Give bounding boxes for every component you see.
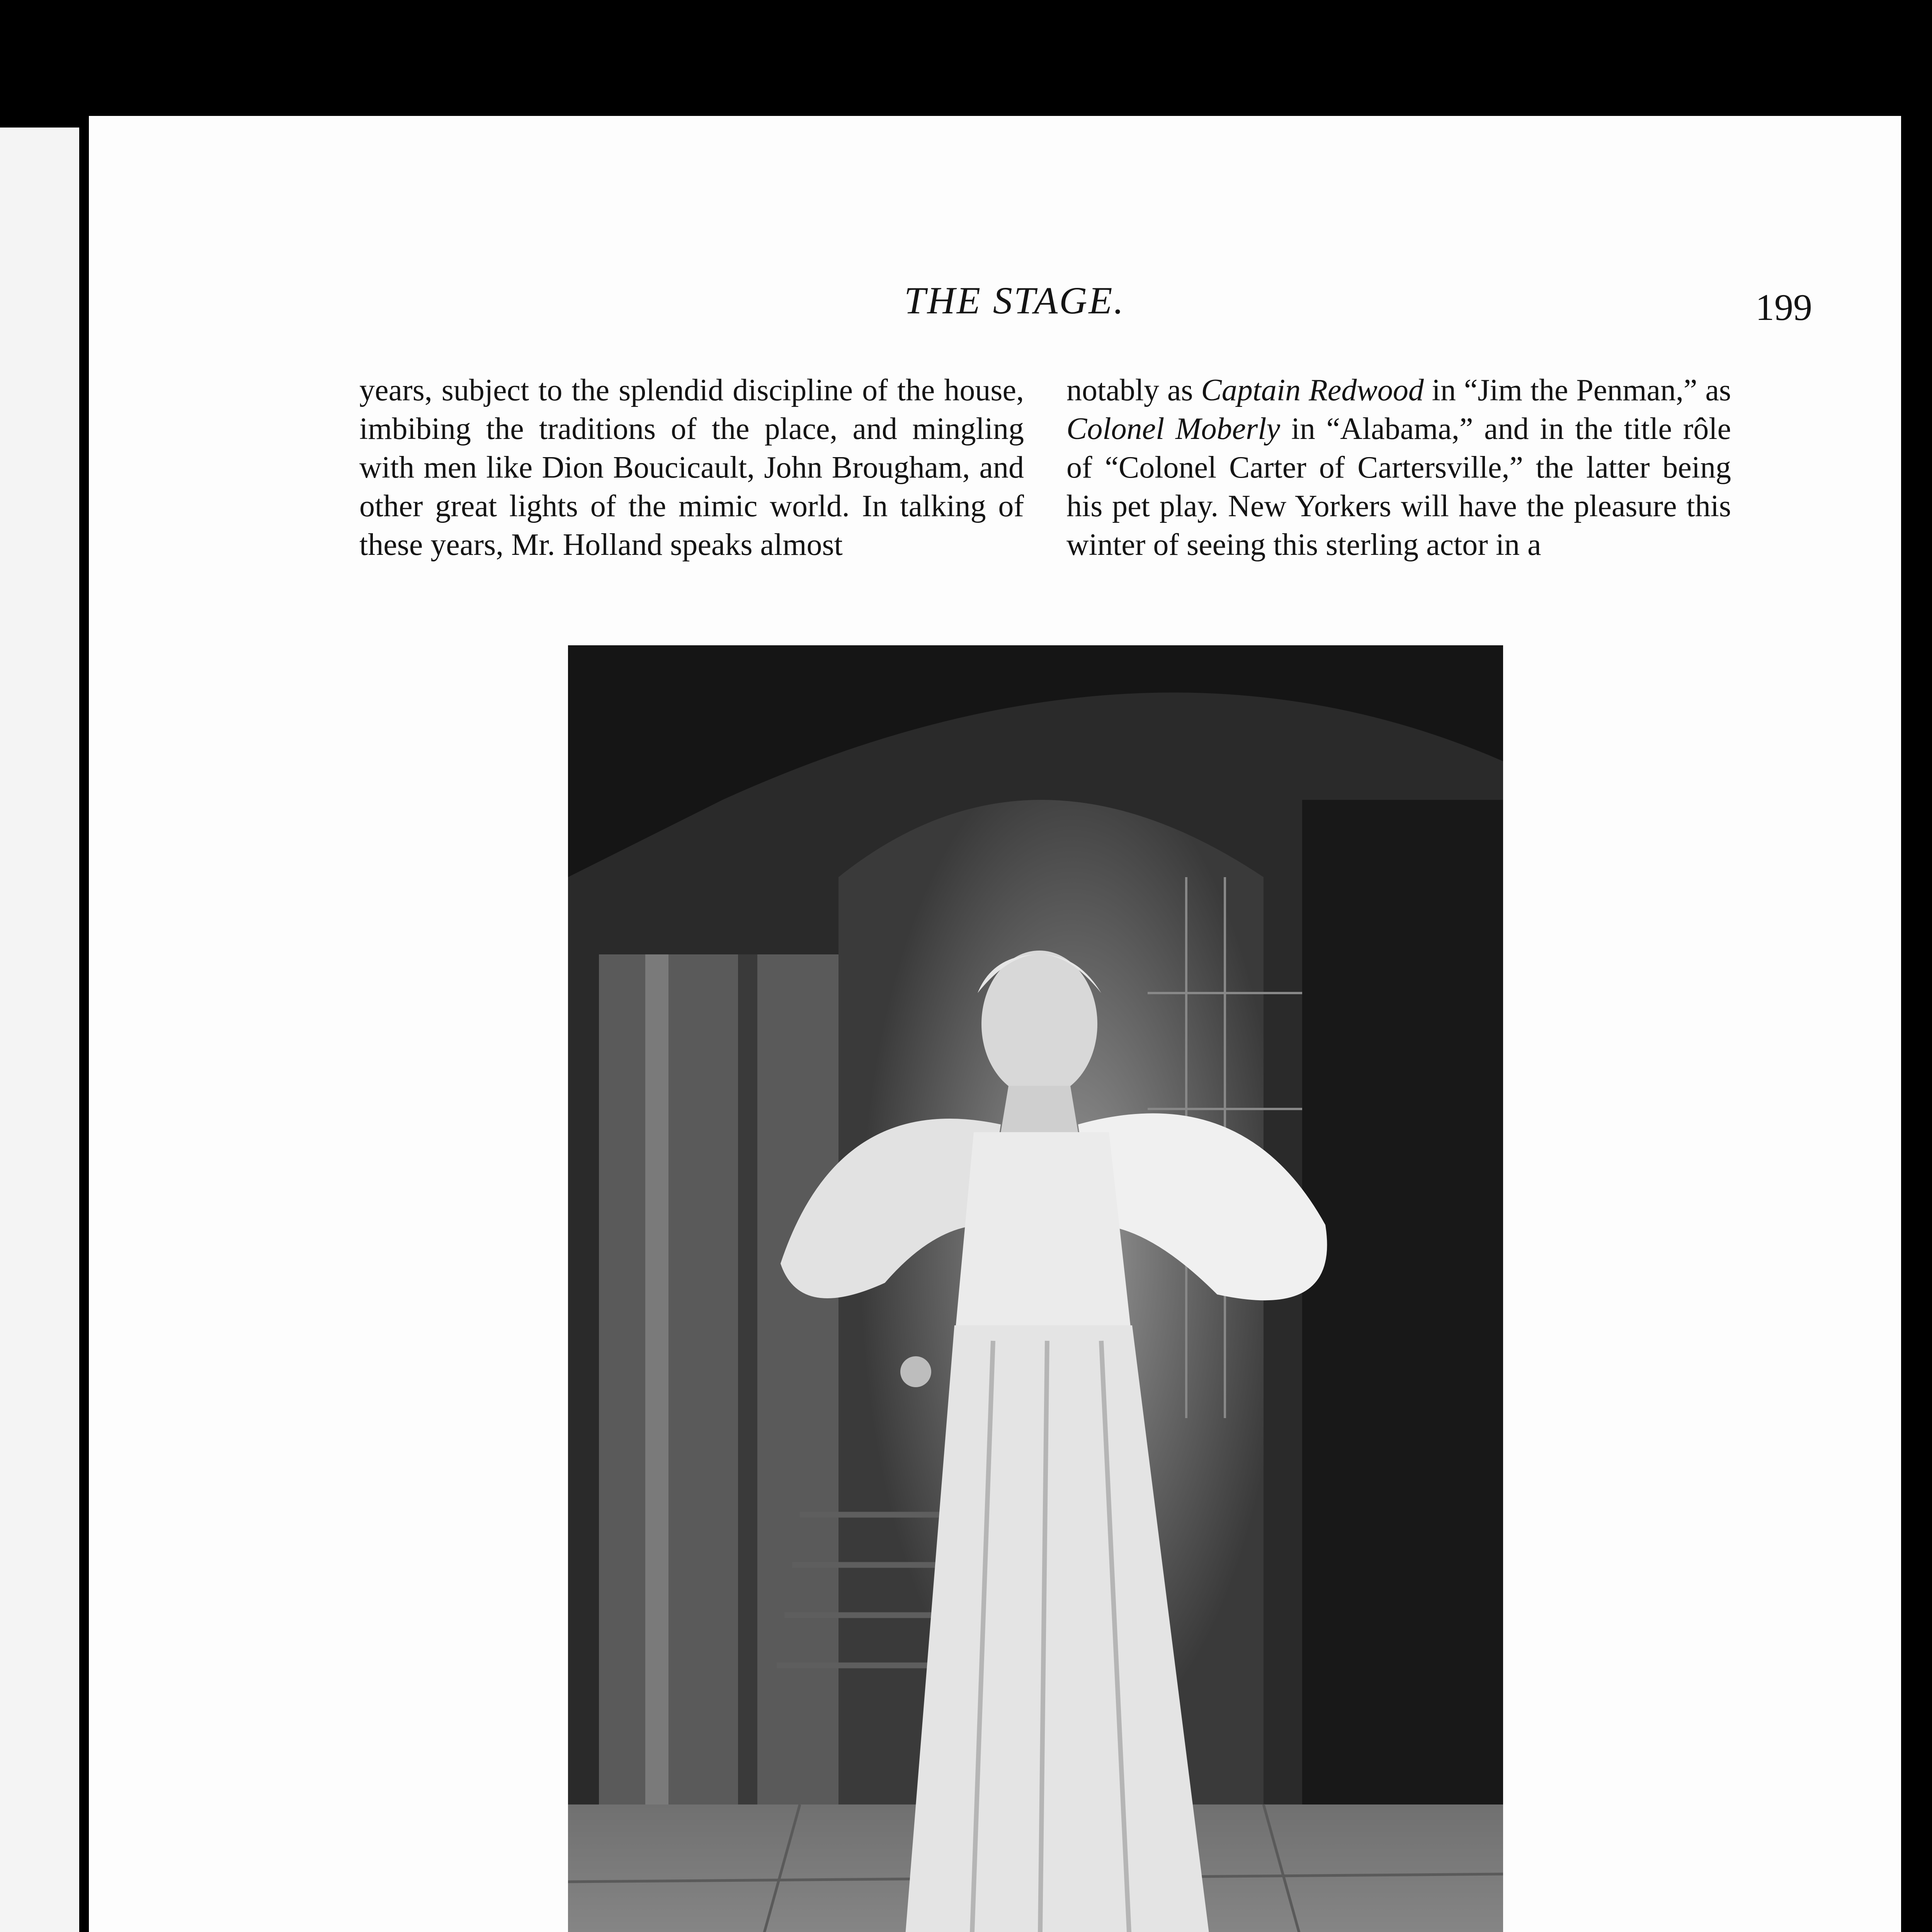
portrait-photograph <box>568 645 1503 1932</box>
magazine-page <box>89 116 1901 1932</box>
portrait-illustration <box>568 645 1503 1932</box>
text-run: notably as <box>1066 373 1201 407</box>
text-run: in “Alabama,” and in the title rôle of “Colonel Carter of Cartersville,” the latter being his pet play. New Yorkers will have the pleasure this winter of seeing this sterling actor in a <box>1066 412 1731 562</box>
running-head: THE STAGE. <box>904 279 1125 322</box>
paragraph <box>1066 371 1731 564</box>
facing-page-edge <box>0 128 79 1932</box>
text-run: in “Jim the Penman,” as <box>1423 373 1731 407</box>
italic-role-name: Captain Redwood <box>1201 373 1424 407</box>
italic-role-name: Colonel Moberly <box>1066 412 1281 446</box>
page-number: 199 <box>1755 287 1812 328</box>
column-top-right <box>1066 371 1731 564</box>
column-top-left <box>359 371 1024 564</box>
paragraph: years, subject to the splendid discipline of the house, imbibing the traditions of the place, and mingling with men like Dion Boucicault, John Brougham, and other great lights of the mimic world. In talking of these years, Mr. Holland speaks almost <box>359 373 1024 562</box>
